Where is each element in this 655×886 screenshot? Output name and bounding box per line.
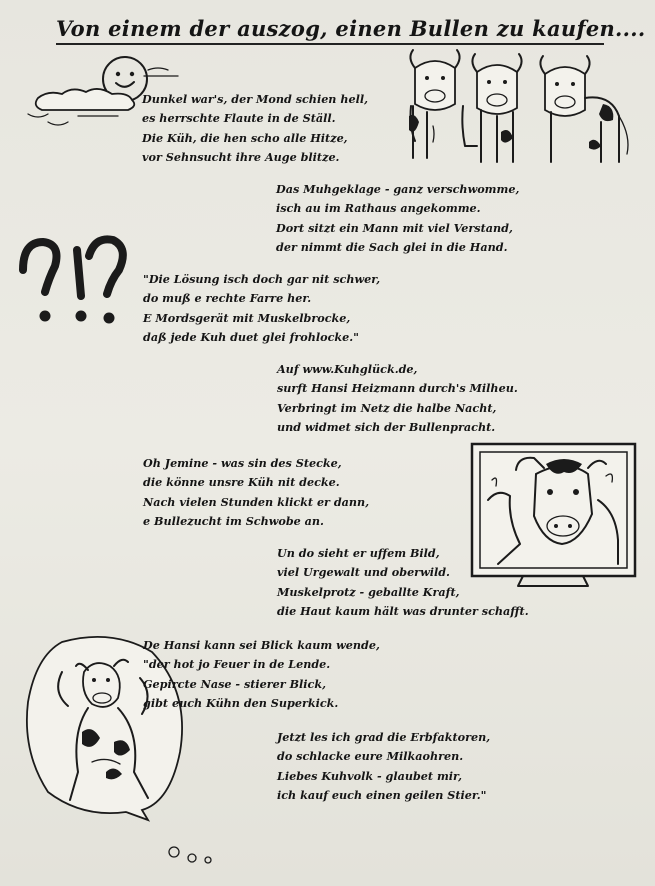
stanza-6: [277, 544, 529, 621]
moon-clouds-illustration: [28, 52, 158, 132]
stanza-line: surft Hansi Heizmann durch's Milheu.: [277, 381, 518, 396]
question-exclamation-doodle: [15, 232, 135, 342]
stanza-line: vor Sehnsucht ihre Auge blitze.: [142, 149, 340, 164]
stanza-line: ich kauf euch einen geilen Stier.": [277, 787, 487, 802]
stanza-line: Un do sieht er uffem Bild,: [277, 546, 440, 560]
stanza-7: [143, 636, 380, 713]
stanza-3: [143, 270, 380, 347]
stanza-line: Dort sitzt ein Mann mit viel Verstand,: [276, 220, 513, 235]
stanza-line: De Hansi kann sei Blick kaum wende,: [143, 638, 380, 652]
stanza-line: die Haut kaum hält was drunter schafft.: [277, 603, 529, 618]
stanza-line: der nimmt die Sach glei in die Hand.: [276, 239, 508, 254]
stanza-2: [276, 180, 519, 257]
stanza-5: [143, 454, 369, 531]
stanza-line: Dunkel war's, der Mond schien hell,: [142, 92, 368, 106]
stanza-1: [142, 90, 368, 167]
stanza-line: Auf www.Kuhglück.de,: [277, 362, 418, 376]
stanza-line: gibt euch Kühn den Superkick.: [143, 695, 339, 710]
stanza-line: und widmet sich der Bullenpracht.: [277, 419, 496, 434]
page-title: Von einem der auszog, einen Bullen zu kaufen....: [56, 16, 646, 41]
stanza-line: isch au im Rathaus angekomme.: [276, 201, 481, 216]
stanza-line: Muskelprotz - geballte Kraft,: [277, 584, 460, 599]
stanza-line: viel Urgewalt und oberwild.: [277, 565, 450, 580]
stanza-line: "Die Lösung isch doch gar nit schwer,: [143, 272, 381, 286]
stanza-line: Liebes Kuhvolk - glaubet mir,: [277, 768, 463, 783]
stanza-8: [277, 728, 490, 805]
title-underline: [56, 43, 604, 45]
stanza-line: E Mordsgerät mit Muskelbrocke,: [143, 310, 351, 325]
stanza-line: do schlacke eure Milkaohren.: [277, 749, 464, 764]
stanza-line: Das Muhgeklage - ganz verschwomme,: [276, 182, 520, 196]
stanza-line: Verbringt im Netz die halbe Nacht,: [277, 400, 497, 415]
three-cows-illustration: [405, 46, 635, 171]
stanza-line: Die Küh, die hen scho alle Hitze,: [142, 130, 348, 145]
stanza-line: do muß e rechte Farre her.: [143, 291, 312, 306]
stanza-line: Nach vielen Stunden klickt er dann,: [143, 494, 370, 509]
stanza-line: daß jede Kuh duet glei frohlocke.": [143, 329, 359, 344]
stanza-line: Jetzt les ich grad die Erbfaktoren,: [277, 730, 491, 744]
stanza-line: e Bullezucht im Schwobe an.: [143, 513, 324, 528]
stanza-line: Gepircte Nase - stierer Blick,: [143, 676, 327, 691]
stanza-line: die könne unsre Küh nit decke.: [143, 475, 340, 490]
stanza-line: Oh Jemine - was sin des Stecke,: [143, 456, 342, 470]
stanza-line: "der hot jo Feuer in de Lende.: [143, 657, 331, 672]
stanza-line: es herrschte Flaute in de Ställ.: [142, 111, 336, 126]
stanza-4: [277, 360, 518, 437]
